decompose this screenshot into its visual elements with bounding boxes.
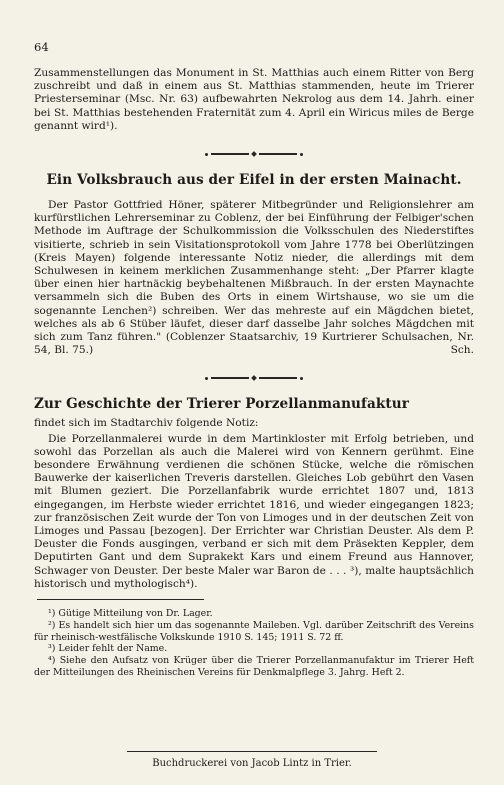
footnote-2: ²) Es handelt sich hier um das sogenannte Maileben. Vgl. darüber Zeitschrift des Vereins für rheinisch-westfälische Volkskunde 1910 S. 145; 1911 S. 72 ff. bbox=[34, 619, 474, 643]
section-body-porzellan: Die Porzellanmalerei wurde in dem Martinkloster mit Erfolg betrieben, und sowohl das Porzellan als auch die Malerei wird von Kennern gerühmt. Eine besondere Erwähnung verdienen die schönen Stücke, welche die römischen Bauwerke der kaiserlichen Treveris darstellen. Gleiches Lob gebührt den Vasen mit Blumen geziert. Die Porzellanfabrik wurde errichtet 1807 und, 1813 eingegangen, im Herbste wieder errichtet 1816, und wieder eingegangen 1823; zur französischen Zeit wurde der Ton von Limoges und in der deutschen Zeit von Limoges und Passau [bezogen]. Der Errichter war Christian Deuster. Als dem P. Deuster die Fonds ausgingen, verband er sich mit dem Präsekten Keppler, dem Deputirten Gant und dem Suprakekt Kars und einem Freund aus Hannover, Schwager von Deuster. Der beste Maler war Baron de . . . ³), malte hauptsächlich historisch und mythologisch⁴). bbox=[34, 432, 474, 590]
section-separator bbox=[34, 375, 474, 381]
imprint-text: Buchdruckerei von Jacob Lintz in Trier. bbox=[152, 758, 352, 769]
section-lead-porzellan: findet sich im Stadtarchiv folgende Notiz: bbox=[34, 417, 259, 430]
footnotes bbox=[34, 608, 474, 679]
imprint-rule bbox=[127, 751, 377, 752]
page-number: 64 bbox=[34, 40, 49, 54]
footnote-rule bbox=[37, 599, 204, 600]
section-separator bbox=[34, 151, 474, 157]
footnote-1: ¹) Gütige Mitteilung von Dr. Lager. bbox=[48, 608, 213, 620]
footnote-4: ⁴) Siehe den Aufsatz von Krüger über die Trierer Porzellanmanufaktur im Trierer Heft der Mitteilungen des Rheinischen Vereins für Denkmalpflege 3. Jahrg. Heft 2. bbox=[34, 655, 474, 679]
footnote-3: ³) Leider fehlt der Name. bbox=[48, 643, 168, 655]
section-heading-volksbrauch: Ein Volksbrauch aus der Eifel in der ersten Mainacht. bbox=[46, 172, 462, 189]
printer-imprint bbox=[0, 751, 504, 770]
author-signature: Sch. bbox=[450, 344, 474, 357]
section-body-text: Der Pastor Gottfried Höner, späterer Mitbegründer und Religionslehrer am kurfürstlichen Lehrerseminar zu Coblenz, der bei Einführung der Felbiger'schen Methode im Auftrage der Schulkommission die Volksschulen des Niederstiftes visitierte, schrieb in sein Visitationsprotokoll vom Jahre 1778 bei Oberlützingen (Kreis Mayen) folgende interessante Notiz nieder, die allerdings mit dem Schulwesen in keinem merklichen Zusammenhange steht: „Der Pfarrer klagte über einen hier hartnäckig beybehaltenen Mißbrauch. In der ersten Maynachte versammeln sich die Buben des Orts in einem Wirtshause, wo sie um die sogenannte Lenchen²) schreiben. Wer das mehreste auf ein Mägdchen bietet, welches als ab 6 Stüber läufet, dieser darf dasselbe Jahr solches Mägdchen mit sich zum Tanz führen." (Coblenzer Staatsarchiv, 19 Kurtrierer Schulsachen, Nr. 54, Bl. 75.) bbox=[34, 199, 474, 357]
section-heading-porzellan: Zur Geschichte der Trierer Porzellanmanufaktur bbox=[34, 396, 410, 413]
intro-paragraph: Zusammenstellungen das Monument in St. Matthias auch einem Ritter von Berg zuschreibt und daß in einem aus St. Matthias stammenden, heute im Trierer Priesterseminar (Msc. Nr. 63) aufbewahrten Nekrolog aus dem 14. Jahrh. einer bei St. Matthias bestehenden Fraternität zum 4. April ein Wiricus miles de Berge genannt wird¹). bbox=[34, 67, 474, 132]
section-body-volksbrauch bbox=[34, 199, 474, 357]
